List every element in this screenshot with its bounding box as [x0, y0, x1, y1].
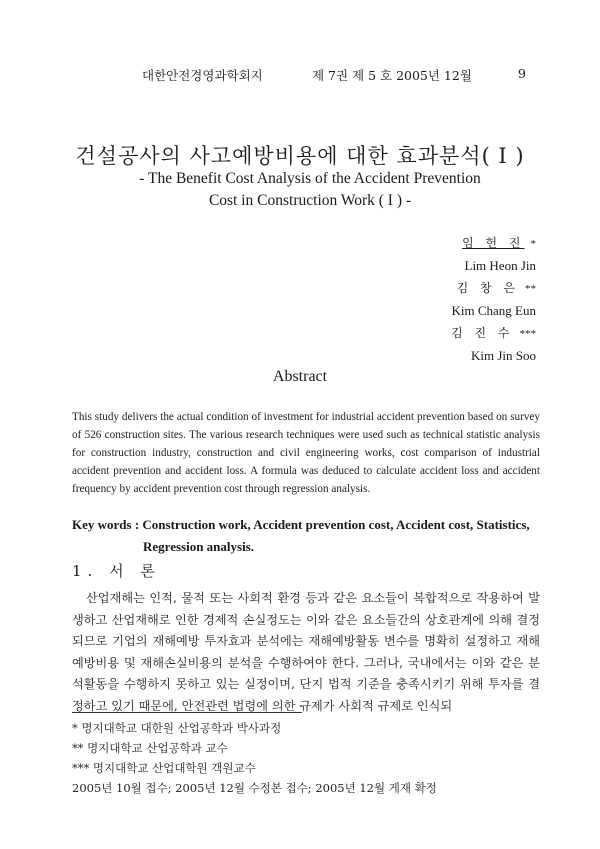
footnote-divider [72, 712, 302, 713]
footnote-4: 2005년 10월 접수; 2005년 12월 수정본 접수; 2005년 12월 게재 확정 [72, 781, 437, 795]
title-english-line1: - The Benefit Cost Analysis of the Accident Prevention [139, 170, 481, 187]
author-3-english: Kim Jin Soo [470, 348, 536, 363]
abstract-text: This study delivers the actual condition of investment for industrial accident prevention based on survey of 526 construction sites. The various research techniques were used such as technical statistic analysis for construction industry, construction and civil engineering works, cost comparison of industrial accident prevention and accident loss. A formula was deduced to calculate accident loss and accident frequency by accident prevention cost through regression analysis. [72, 411, 540, 495]
keywords [72, 514, 542, 558]
section-body-text: 산업재해는 인적, 물적 또는 사회적 환경 등과 같은 요소들이 복합적으로 작용하여 발생하고 산업재해로 인한 경제적 손실정도는 이와 같은 요소들간의 상호관계에 의해 결정되므로 기업의 재해예방 투자효과 분석에는 재해예방활동 변수를 명확히 설정하고 재해예방비용 및 재해손실비용의 분석을 수행하여야 한다. 그러나, 국내에서는 이와 같은 분석활동을 수행하지 못하고 있는 실정이며, 단지 법적 기준을 충족시키기 위해 투자를 결정하고 있기 때문에, 안전관련 법령에 의한 규제가 사회적 규제로 인식되 [72, 591, 540, 713]
abstract-heading: Abstract [272, 368, 328, 385]
footnote-2: ** 명지대학교 산업공학과 교수 [72, 741, 228, 755]
footnotes [72, 718, 540, 798]
author-name-korean: 김 진 수 [451, 326, 514, 340]
footnote-1: * 명지대학교 대한원 산업공학과 박사과정 [72, 721, 282, 735]
author-name-korean: 임 헌 진 [462, 236, 525, 250]
author-2-english: Kim Chang Eun [451, 303, 536, 318]
keywords-line1: Construction work, Accident prevention cost, Accident cost, Statistics, [142, 517, 530, 532]
page-number: 9 [518, 66, 526, 81]
author-affiliation-mark: * [530, 238, 536, 250]
author-affiliation-mark: ** [525, 283, 536, 295]
footnote-3: *** 명지대학교 산업대학원 객원교수 [72, 761, 256, 775]
author-list [451, 232, 536, 367]
journal-name: 대한안전경영과학회지 [142, 68, 263, 83]
title-korean: 건설공사의 사고예방비용에 대한 효과분석( I ) [75, 144, 525, 168]
author-1-english: Lim Heon Jin [464, 258, 536, 273]
author-name-korean: 김 창 은 [456, 281, 519, 295]
author-2-korean [451, 277, 536, 300]
section-heading: 1. 서 론 [72, 562, 161, 580]
title-english-line2: Cost in Construction Work ( I ) - [208, 192, 412, 209]
author-affiliation-mark: *** [519, 328, 536, 340]
issue-info: 제 7권 제 5 호 2005년 12월 [312, 68, 472, 83]
keywords-label: Key words : [72, 517, 143, 532]
author-3-korean [451, 322, 536, 345]
running-header [142, 66, 526, 84]
author-1-korean [451, 232, 536, 255]
keywords-line2: Regression analysis. [143, 539, 254, 554]
title-english [70, 168, 550, 212]
